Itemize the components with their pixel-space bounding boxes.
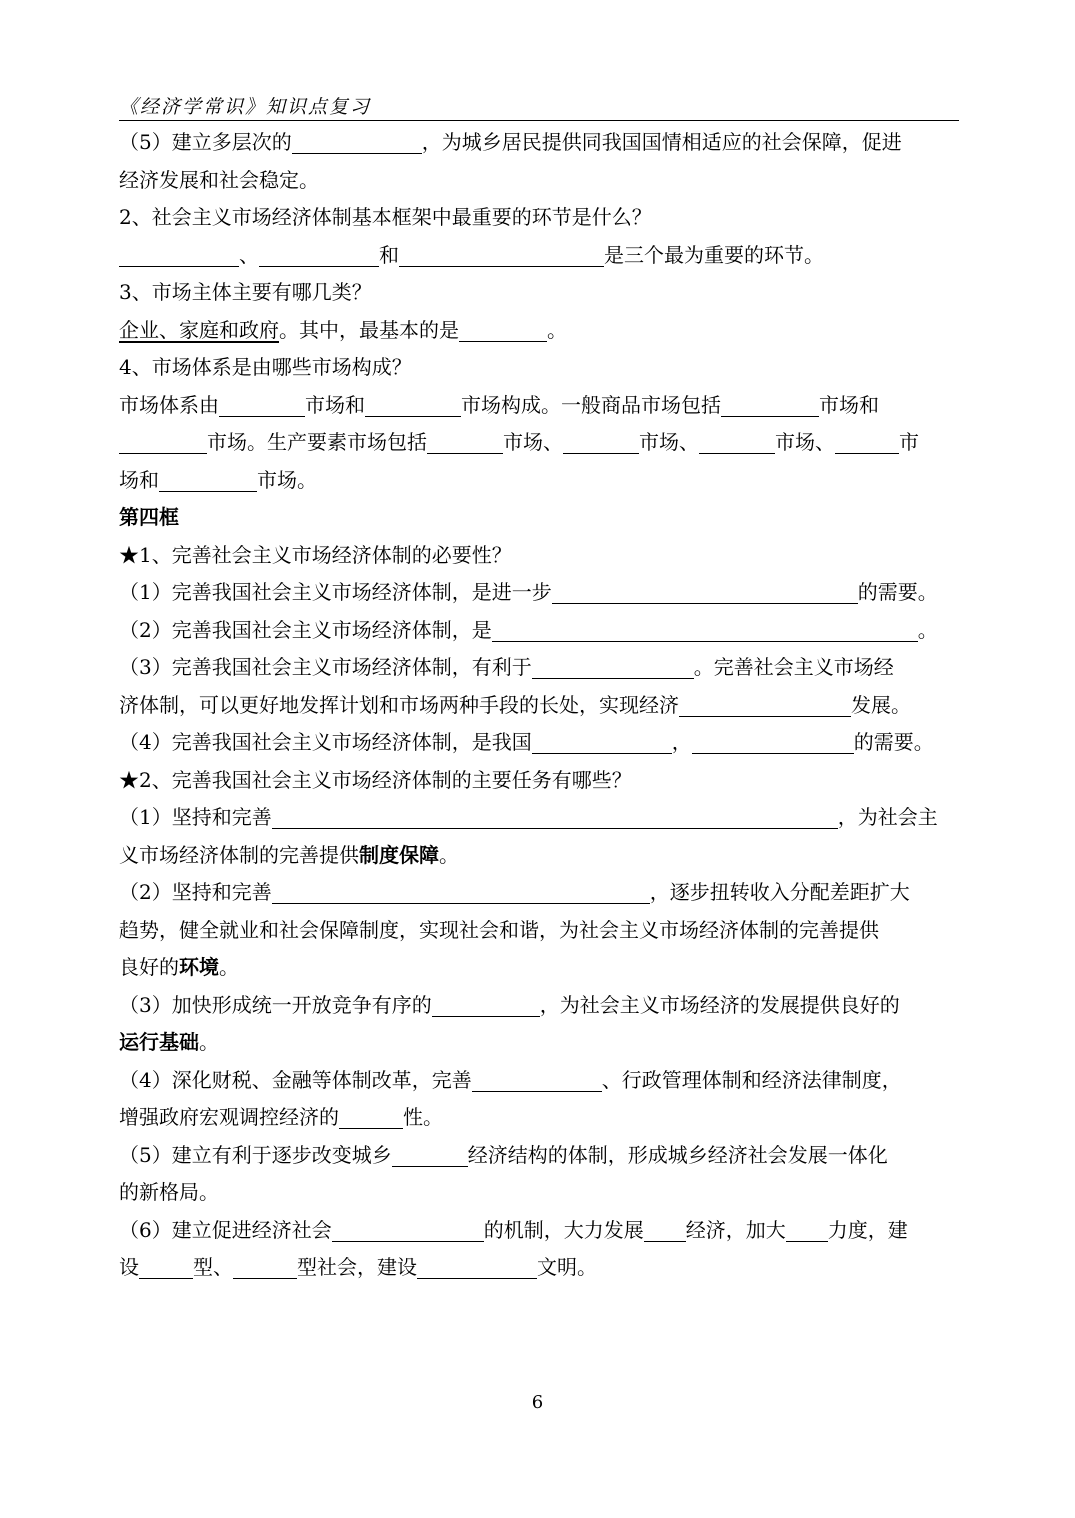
q2-question <box>119 199 979 237</box>
q1-5-line1 <box>119 124 979 162</box>
text: 义市场经济体制的完善提供 <box>119 842 359 867</box>
text: 市场体系由 <box>119 392 219 417</box>
answer-blank[interactable] <box>399 246 604 267</box>
text: 经济发展和社会稳定。 <box>119 167 319 192</box>
answer-blank[interactable] <box>259 246 379 267</box>
text: （1）完善我国社会主义市场经济体制，是进一步 <box>119 580 552 604</box>
answer-blank[interactable] <box>679 696 851 717</box>
s2-p6-line1 <box>119 1212 979 1250</box>
text: 经济结构的体制，形成城乡经济社会发展一体化 <box>467 1142 888 1167</box>
text: （3）加快形成统一开放竞争有序的 <box>119 992 432 1017</box>
answer-blank[interactable] <box>432 996 540 1017</box>
text: 市场。生产要素市场包括 <box>207 430 427 454</box>
text: （4）深化财税、金融等体制改革，完善 <box>119 1067 472 1092</box>
bold-term: 制度保障 <box>359 842 439 867</box>
text: 市场和 <box>305 392 365 417</box>
answer-blank[interactable] <box>332 1221 484 1242</box>
text: （5）建立有利于逐步改变城乡 <box>119 1142 392 1167</box>
text: 市场、 <box>775 430 835 454</box>
text: ，为社会主 <box>837 805 938 829</box>
answer-blank[interactable] <box>339 1108 403 1129</box>
s2-p4-line2 <box>119 1099 979 1137</box>
answer-blank[interactable] <box>532 658 694 679</box>
text: 发展。 <box>851 692 911 717</box>
answer-blank[interactable] <box>417 1258 537 1279</box>
text: （2）坚持和完善 <box>119 880 272 904</box>
text: 市 <box>899 430 919 454</box>
text: 趋势，健全就业和社会保障制度，实现社会和谐，为社会主义市场经济体制的完善提供 <box>119 917 879 942</box>
text: 经济，加大 <box>685 1217 786 1242</box>
s1-p1 <box>119 574 979 612</box>
section-title: 第四框 <box>119 505 179 529</box>
answer-blank[interactable] <box>644 1221 686 1242</box>
text: （2）完善我国社会主义市场经济体制，是 <box>119 617 492 642</box>
s2-p5-line2 <box>119 1174 979 1212</box>
answer-blank[interactable] <box>233 1258 297 1279</box>
text: 力度，建 <box>827 1217 908 1242</box>
text: 的需要。 <box>857 580 938 604</box>
answer-blank[interactable] <box>219 396 305 417</box>
s2-p2-line1 <box>119 874 979 912</box>
s2-p1-line2 <box>119 837 979 875</box>
answer-blank[interactable] <box>552 583 858 604</box>
s2-p2-line3 <box>119 949 979 987</box>
text: 增强政府宏观调控经济的 <box>119 1105 339 1129</box>
answer-blank[interactable] <box>139 1258 193 1279</box>
text: 。其中，最基本的是 <box>279 317 459 342</box>
q2-answer <box>119 237 979 275</box>
question-text: 3、市场主体主要有哪几类？ <box>119 280 372 304</box>
answer-blank[interactable] <box>692 733 854 754</box>
s2-question <box>119 762 979 800</box>
q1-5-line2 <box>119 162 979 200</box>
answer-blank[interactable] <box>427 433 503 454</box>
answer-blank[interactable] <box>119 433 207 454</box>
text: 。 <box>547 317 567 342</box>
q4-question <box>119 349 979 387</box>
bold-term: 运行基础 <box>119 1030 199 1054</box>
text: 型社会，建设 <box>297 1255 417 1279</box>
answer-blank[interactable] <box>492 621 918 642</box>
text: 型、 <box>193 1255 233 1279</box>
bold-term: 环境 <box>179 955 219 979</box>
text: 市场。 <box>257 467 317 492</box>
s2-p5-line1 <box>119 1137 979 1175</box>
text: 和 <box>379 242 399 267</box>
answer-blank[interactable] <box>472 1071 602 1092</box>
text: （1）坚持和完善 <box>119 805 272 829</box>
question-text: ★2、完善我国社会主义市场经济体制的主要任务有哪些？ <box>119 767 632 792</box>
header-title: 《经济学常识》知识点复习 <box>119 96 372 118</box>
question-text: 4、市场体系是由哪些市场构成？ <box>119 355 412 379</box>
answer-blank[interactable] <box>721 396 819 417</box>
text: ， <box>671 730 692 754</box>
text: 市场、 <box>503 430 563 454</box>
s2-p1-line1 <box>119 799 979 837</box>
answer-blank[interactable] <box>459 321 547 342</box>
text: 市场和 <box>819 392 879 417</box>
question-text: 2、社会主义市场经济体制基本框架中最重要的环节是什么？ <box>119 205 652 229</box>
text: ，逐步扭转收入分配差距扩大 <box>649 880 910 904</box>
text: 。 <box>439 842 459 867</box>
s1-question <box>119 537 979 575</box>
text: 的新格局。 <box>119 1180 219 1204</box>
text: （6）建立促进经济社会 <box>119 1217 332 1242</box>
answer-blank[interactable] <box>786 1221 828 1242</box>
underlined-answer: 企业、家庭和政府 <box>119 317 279 342</box>
text: 、 <box>239 242 259 267</box>
text: 。 <box>219 955 239 979</box>
text: 良好的 <box>119 955 179 979</box>
q3-answer <box>119 312 979 350</box>
answer-blank[interactable] <box>563 433 639 454</box>
s1-p2 <box>119 612 979 650</box>
text: 的机制，大力发展 <box>483 1217 644 1242</box>
section-heading <box>119 499 979 537</box>
answer-blank[interactable] <box>835 433 899 454</box>
s1-p4 <box>119 724 979 762</box>
answer-blank[interactable] <box>272 808 838 829</box>
answer-blank[interactable] <box>272 883 650 904</box>
s2-p2-line2 <box>119 912 979 950</box>
running-header <box>119 88 959 121</box>
text: （3）完善我国社会主义市场经济体制，有利于 <box>119 655 532 679</box>
q4-line1 <box>119 387 979 425</box>
answer-blank[interactable] <box>532 733 672 754</box>
text: （5）建立多层次的 <box>119 130 292 154</box>
answer-blank[interactable] <box>292 133 422 154</box>
text: ，为城乡居民提供同我国国情相适应的社会保障，促进 <box>421 130 902 154</box>
text: 济体制，可以更好地发挥计划和市场两种手段的长处，实现经济 <box>119 692 679 717</box>
text: 、行政管理体制和经济法律制度， <box>601 1067 902 1092</box>
text: 的需要。 <box>853 730 934 754</box>
s2-p6-line2 <box>119 1249 979 1287</box>
text: ，为社会主义市场经济的发展提供良好的 <box>539 992 900 1017</box>
answer-blank[interactable] <box>699 433 775 454</box>
page-content <box>119 124 979 1287</box>
text: 。 <box>917 617 938 642</box>
text: 是三个最为重要的环节。 <box>604 242 824 267</box>
text: 。完善社会主义市场经 <box>693 655 894 679</box>
text: 设 <box>119 1255 139 1279</box>
text: 市场构成。一般商品市场包括 <box>461 392 721 417</box>
answer-blank[interactable] <box>159 471 257 492</box>
q4-line3 <box>119 462 979 500</box>
text: 性。 <box>403 1105 443 1129</box>
page-number: 6 <box>531 1392 544 1413</box>
question-text: ★1、完善社会主义市场经济体制的必要性？ <box>119 542 512 567</box>
text: 文明。 <box>537 1255 597 1279</box>
s2-p3-line2 <box>119 1024 979 1062</box>
text: （4）完善我国社会主义市场经济体制，是我国 <box>119 730 532 754</box>
text: 市场、 <box>639 430 699 454</box>
s2-p3-line1 <box>119 987 979 1025</box>
answer-blank[interactable] <box>119 246 239 267</box>
s1-p3-line2 <box>119 687 979 725</box>
answer-blank[interactable] <box>392 1146 468 1167</box>
q3-question <box>119 274 979 312</box>
text: 场和 <box>119 467 159 492</box>
answer-blank[interactable] <box>365 396 461 417</box>
s2-p4-line1 <box>119 1062 979 1100</box>
s1-p3-line1 <box>119 649 979 687</box>
text: 。 <box>199 1030 219 1054</box>
q4-line2 <box>119 424 979 462</box>
